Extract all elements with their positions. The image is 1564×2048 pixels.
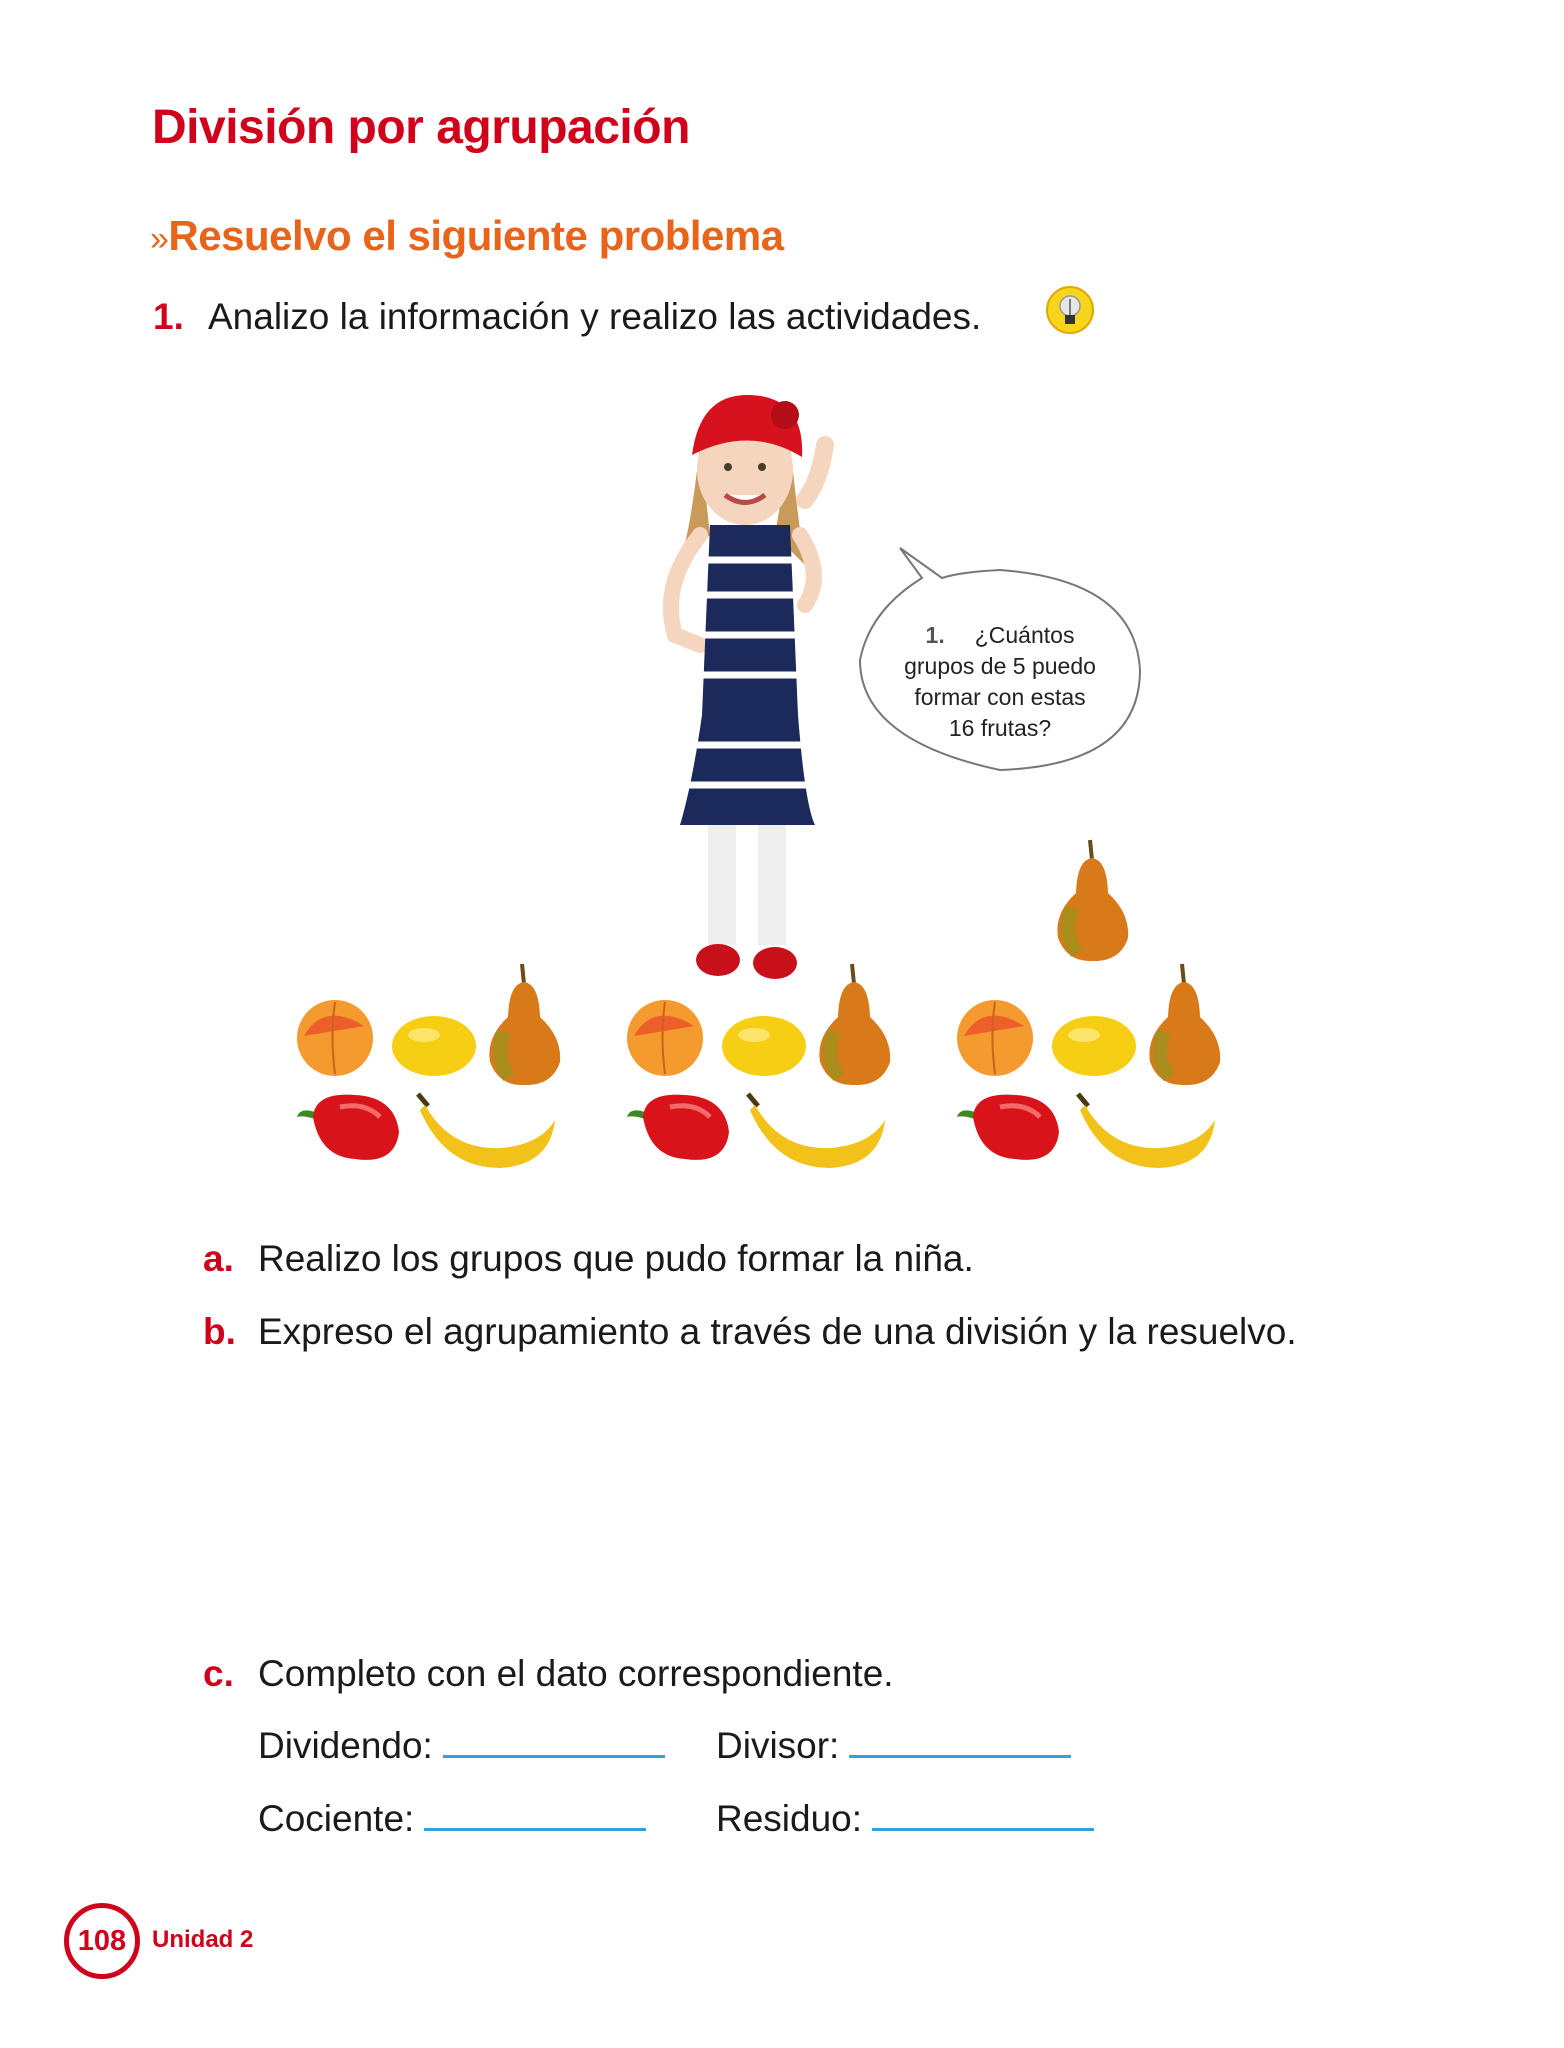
unit-label: Unidad 2 — [152, 1926, 254, 1953]
pear-fruit — [814, 962, 894, 1092]
cociente-field — [258, 1798, 646, 1840]
activity-letter: b. — [203, 1311, 236, 1352]
section-title-text: Resuelvo el siguiente problema — [168, 212, 784, 259]
dividendo-label: Dividendo: — [258, 1725, 433, 1766]
residuo-field — [716, 1798, 1094, 1840]
page-title: División por agrupación — [152, 101, 690, 154]
dividendo-input[interactable] — [443, 1755, 665, 1758]
activity-b — [203, 1311, 1297, 1353]
girl-illustration — [630, 385, 860, 1005]
activity-a — [203, 1238, 974, 1280]
bubble-line: grupos de 5 puedo — [904, 653, 1096, 679]
lemon-fruit — [719, 1013, 809, 1084]
lightbulb-icon — [1045, 285, 1095, 335]
bubble-number: 1. — [925, 622, 945, 648]
banana-fruit — [740, 1090, 890, 1175]
instruction-1 — [153, 296, 981, 338]
bubble-line: 16 frutas? — [948, 715, 1052, 741]
peach-fruit — [294, 996, 376, 1083]
cociente-input[interactable] — [424, 1828, 646, 1831]
residuo-label: Residuo: — [716, 1798, 863, 1839]
section-marker: » — [150, 220, 169, 258]
section-title — [150, 212, 784, 260]
pear-fruit — [1052, 838, 1132, 968]
dividendo-field — [258, 1725, 665, 1767]
banana-fruit — [410, 1090, 560, 1175]
peach-fruit — [624, 996, 706, 1083]
instruction-text: Analizo la información y realizo las actividades. — [208, 296, 982, 337]
bubble-line: formar con estas — [914, 684, 1086, 710]
cociente-label: Cociente: — [258, 1798, 415, 1839]
pepper-fruit — [625, 1087, 735, 1172]
activity-letter: a. — [203, 1238, 234, 1279]
residuo-input[interactable] — [872, 1828, 1094, 1831]
pepper-fruit — [295, 1087, 405, 1172]
activity-letter: c. — [203, 1653, 234, 1694]
activity-text: Expreso el agrupamiento a través de una división y la resuelvo. — [258, 1311, 1297, 1352]
divisor-field — [716, 1725, 1071, 1767]
pear-fruit — [1144, 962, 1224, 1092]
page-number: 108 — [64, 1903, 140, 1979]
activity-text: Completo con el dato correspondiente. — [258, 1653, 894, 1694]
activity-text: Realizo los grupos que pudo formar la niña. — [258, 1238, 974, 1279]
bubble-line: ¿Cuántos — [974, 622, 1075, 648]
divisor-input[interactable] — [849, 1755, 1071, 1758]
pepper-fruit — [955, 1087, 1065, 1172]
divisor-label: Divisor: — [716, 1725, 840, 1766]
activity-c — [203, 1653, 894, 1695]
lemon-fruit — [1049, 1013, 1139, 1084]
peach-fruit — [954, 996, 1036, 1083]
instruction-number: 1. — [153, 296, 184, 337]
lemon-fruit — [389, 1013, 479, 1084]
pear-fruit — [484, 962, 564, 1092]
banana-fruit — [1070, 1090, 1220, 1175]
speech-bubble-text — [880, 620, 1120, 744]
